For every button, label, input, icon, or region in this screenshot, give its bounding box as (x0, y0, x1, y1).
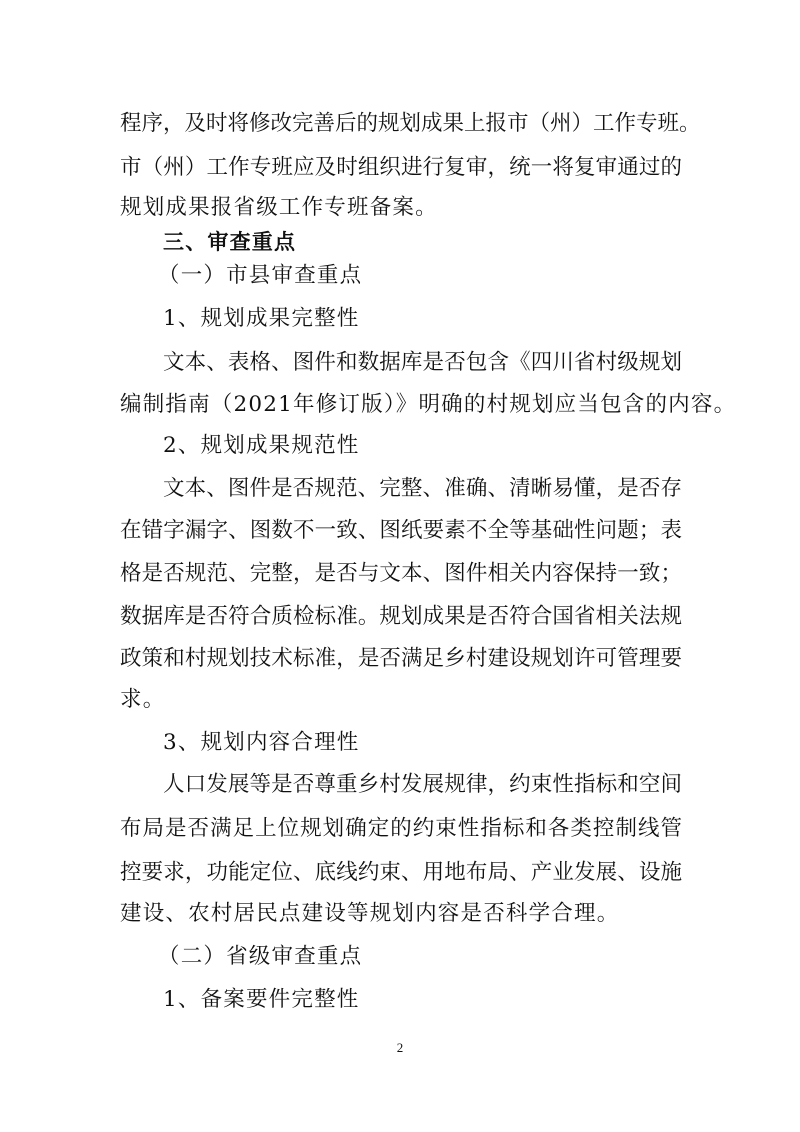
item-heading: 1、备案要件完整性 (163, 987, 360, 1012)
body-text-line: 程序，及时将修改完善后的规划成果上报市（州）工作专班。 (120, 111, 701, 136)
item-heading: 3、规划内容合理性 (163, 730, 360, 755)
section-heading: 三、审查重点 (163, 230, 297, 254)
body-text-line: 文本、图件是否规范、完整、准确、清晰易懂，是否存 (163, 476, 682, 501)
page-number: 2 (396, 1040, 404, 1055)
body-text-line: 文本、表格、图件和数据库是否包含《四川省村级规划 (163, 350, 682, 375)
body-text-line: 求。 (120, 687, 166, 712)
body-text-line: 数据库是否符合质检标准。规划成果是否符合国省相关法规 (120, 604, 682, 629)
item-heading: 1、规划成果完整性 (163, 306, 360, 331)
body-text-line: 在错字漏字、图数不一致、图纸要素不全等基础性问题；表 (120, 518, 682, 543)
body-text-line: 格是否规范、完整，是否与文本、图件相关内容保持一致； (120, 561, 682, 586)
item-heading: 2、规划成果规范性 (163, 433, 360, 458)
sub-heading: （二）省级审查重点 (158, 944, 363, 969)
body-text-line: 市（州）工作专班应及时组织进行复审，统一将复审通过的 (120, 155, 682, 180)
body-text-line: 人口发展等是否尊重乡村发展规律，约束性指标和空间 (163, 772, 682, 797)
body-text-line: 建设、农村居民点建设等规划内容是否科学合理。 (120, 901, 620, 926)
sub-heading: （一）市县审查重点 (158, 263, 363, 288)
body-text-line: 政策和村规划技术标准，是否满足乡村建设规划许可管理要 (120, 646, 682, 671)
body-text-line: 规划成果报省级工作专班备案。 (120, 195, 438, 220)
body-text-line: 编制指南（2021年修订版）》明确的村规划应当包含的内容。 (120, 392, 737, 417)
body-text-line: 控要求，功能定位、底线约束、用地布局、产业发展、设施 (120, 860, 682, 885)
body-text-line: 布局是否满足上位规划确定的约束性指标和各类控制线管 (120, 816, 682, 841)
